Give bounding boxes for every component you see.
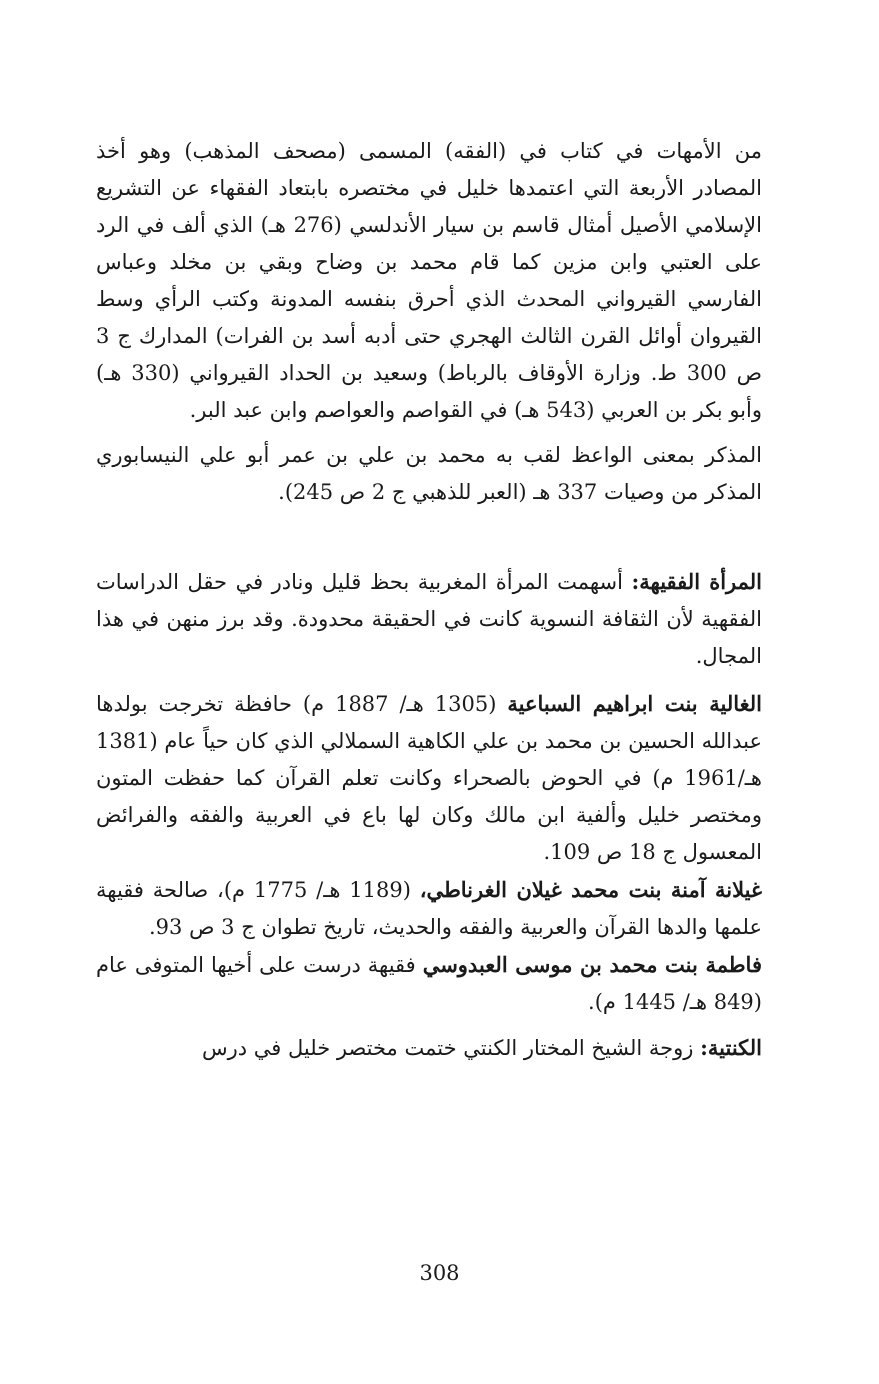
paragraph-3-heading: المرأة الفقيهة: [631,569,762,594]
page-body [96,133,762,1067]
paragraph-2 [96,437,762,511]
paragraph-3 [96,563,762,675]
paragraph-6 [96,946,762,1021]
page-number: 308 [419,1261,460,1285]
paragraph-5 [96,871,762,946]
paragraph-6-heading: فاطمة بنت محمد بن موسى العبدوسي [422,952,762,977]
paragraph-7-heading: الكنتية: [700,1035,762,1060]
paragraph-1-text: من الأمهات في كتاب في (الفقه) المسمى (مصحف المذهب) وهو أخذ المصادر الأربعة التي اعتمدها خليل في مختصره بابتعاد الفقهاء عن التشريع الإسلامي الأصيل أمثال قاسم بن سيار الأندلسي (276 هـ) الذي ألف في الرد على العتبي وابن مزين كما قام محمد بن وضاح وبقي بن مخلد وعباس الفارسي القيرواني المحدث الذي أحرق بنفسه المدونة وكتب الرأي وسط القيروان أوائل القرن الثالث الهجري حتى أدبه أسد بن الفرات) المدارك ج 3 ص 300 ط. وزارة الأوقاف بالرباط) وسعيد بن الحداد القيرواني (330 هـ) وأبو بكر بن العربي (543 هـ) في القواصم والعواصم وابن عبد البر. [96,139,762,422]
paragraph-4-heading: الغالية بنت ابراهيم السباعية [507,691,762,716]
paragraph-4 [96,685,762,871]
paragraph-6-text: فقيهة درست على أخيها المتوفى عام (849 هـ/ 1445 م). [96,953,762,1014]
paragraph-1 [96,133,762,429]
paragraph-2-text: المذكر بمعنى الواعظ لقب به محمد بن علي بن عمر أبو علي النيسابوري المذكر من وصيات 337 هـ (العبر للذهبي ج 2 ص 245). [96,443,762,504]
paragraph-5-text: (1189 هـ/ 1775 م)، صالحة فقيهة علمها والدها القرآن والعربية والفقه والحديث، تاريخ تطوان ج 3 ص 93. [96,878,762,939]
paragraph-3-text: أسهمت المرأة المغربية بحظ قليل ونادر في حقل الدراسات الفقهية لأن الثقافة النسوية كانت في الحقيقة محدودة. وقد برز منهن في هذا المجال. [96,570,762,668]
paragraph-7-text: زوجة الشيخ المختار الكنتي ختمت مختصر خليل في درس [201,1036,694,1060]
paragraph-4-text: (1305 هـ/ 1887 م) حافظة تخرجت بولدها عبدالله الحسين بن محمد بن علي الكاهية السملالي الذي كان حياً عام (1381 هـ/1961 م) في الحوض بالصحراء وكانت تعلم القرآن كما حفظت المتون ومختصر خليل وألفية ابن مالك وكان لها باع في العربية والفقه والفرائض المعسول ج 18 ص 109. [96,692,762,864]
paragraph-5-heading: غيلانة آمنة بنت محمد غيلان الغرناطي، [419,877,762,902]
paragraph-7 [96,1029,762,1067]
